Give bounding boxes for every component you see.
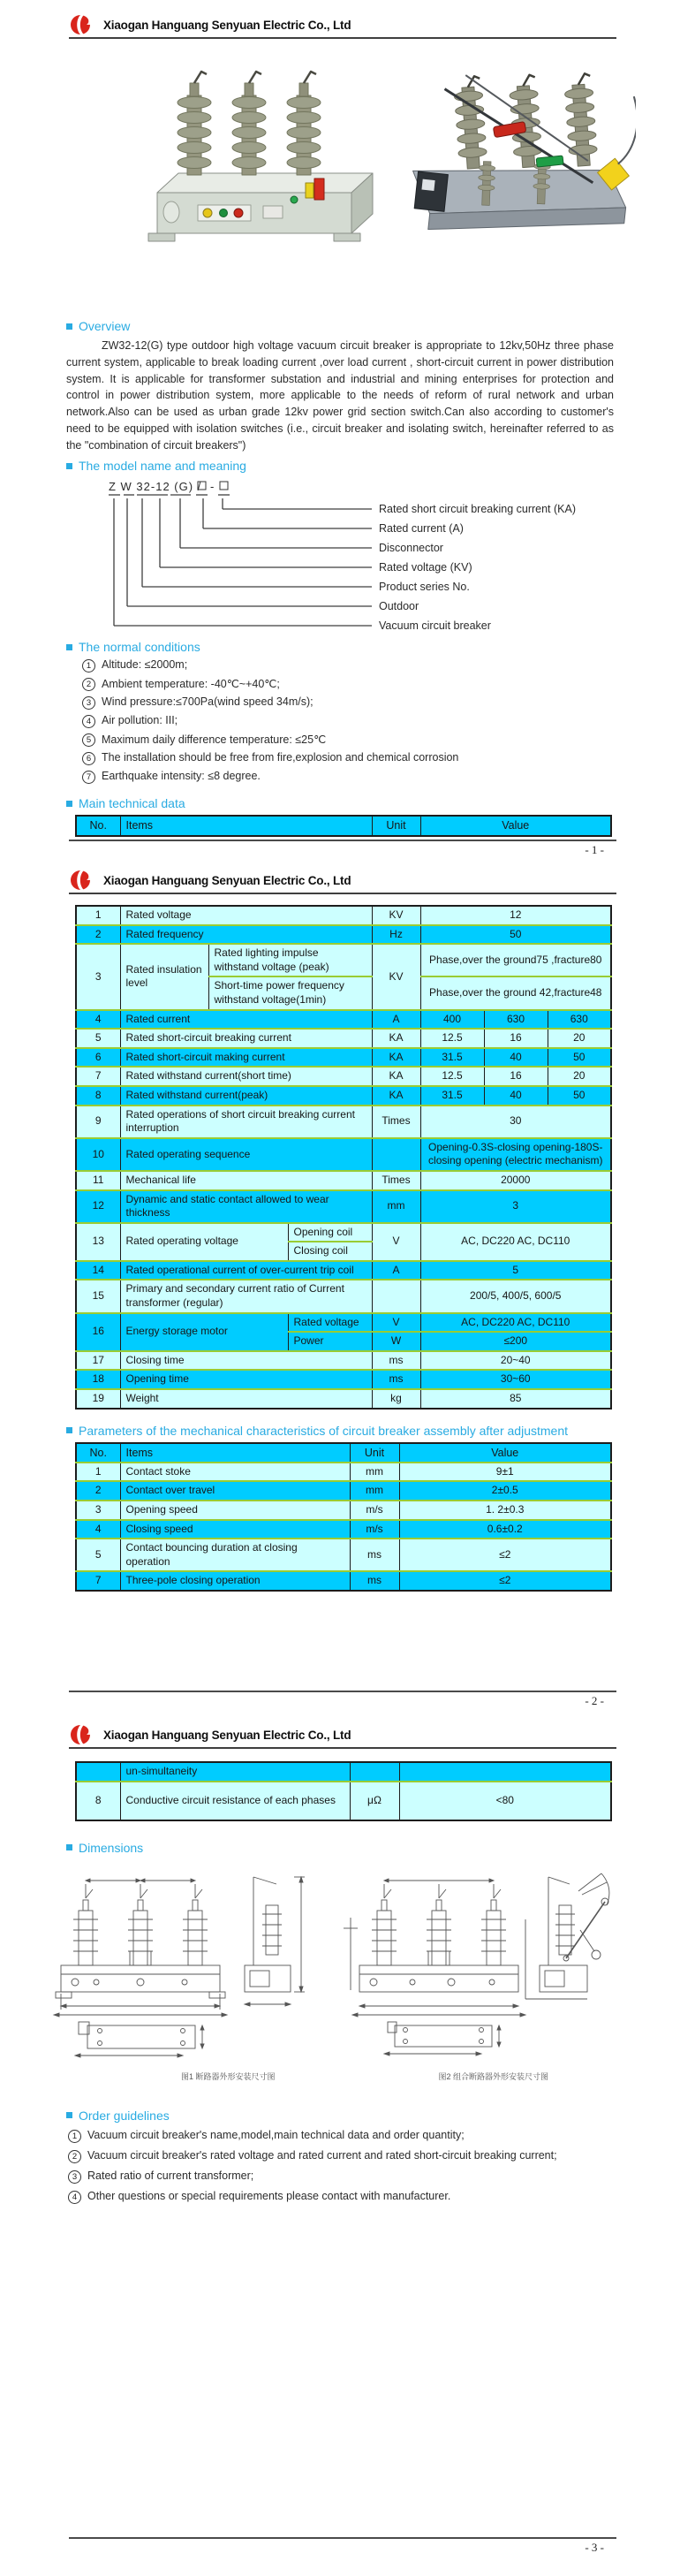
- cell-unit: Times: [372, 1106, 420, 1138]
- cell-value: 31.5: [420, 1086, 484, 1106]
- cell-subitem: Rated voltage: [288, 1313, 372, 1333]
- cell-no: 8: [76, 1086, 120, 1106]
- cell-unit: ms: [372, 1370, 420, 1389]
- col-header-items: Items: [120, 816, 372, 835]
- cell-item: Opening speed: [120, 1501, 350, 1520]
- order-item-text: Vacuum circuit breaker's rated voltage and rated current and rated short-circuit breaking current;: [87, 2148, 557, 2162]
- list-item: [68, 2129, 614, 2143]
- mech-heading: [66, 1424, 614, 1438]
- order-guidelines-list: [66, 2129, 614, 2204]
- table-header-row: [76, 1443, 611, 1463]
- section-mechanical-characteristics: [66, 1424, 614, 1592]
- cell-unit: [350, 1762, 399, 1782]
- normal-conditions-heading: [66, 640, 614, 654]
- cell-no: 7: [76, 1571, 120, 1591]
- product-photo-left: [148, 72, 373, 241]
- cell-unit: W: [372, 1332, 420, 1351]
- cell-unit: KA: [372, 1086, 420, 1106]
- circled-number: 7: [82, 771, 95, 784]
- cell-unit: KV: [372, 906, 420, 925]
- cell-value: 1. 2±0.3: [399, 1501, 611, 1520]
- page-footer: [69, 1691, 616, 1708]
- cell-item: Rated current: [120, 1010, 372, 1030]
- cell-item: Weight: [120, 1389, 372, 1409]
- list-item: [68, 2149, 614, 2163]
- main-data-table: [75, 905, 612, 1410]
- model-formula-text: Z W 32-12 (G) /: [109, 480, 202, 494]
- circled-number: 6: [82, 752, 95, 765]
- company-logo-icon: [69, 14, 95, 35]
- cell-subitem: Short-time power frequency withstand voltage(1min): [208, 976, 372, 1009]
- cell-value: 12: [420, 906, 611, 925]
- cell-item: Rated frequency: [120, 925, 372, 945]
- overview-title: Overview: [79, 319, 131, 333]
- table-row: [76, 1571, 611, 1591]
- cell-value: 200/5, 400/5, 600/5: [420, 1280, 611, 1312]
- dimension-drawings: [49, 1859, 680, 2082]
- list-item: [82, 714, 614, 728]
- model-formula-dash: -: [210, 480, 215, 494]
- mech-title: Parameters of the mechanical characteristics of circuit breaker assembly after adjustment: [79, 1423, 569, 1438]
- circled-number: 3: [68, 2170, 81, 2184]
- table-row: [76, 1539, 611, 1571]
- cell-item: Primary and secondary current ratio of Current transformer (regular): [120, 1280, 372, 1312]
- cell-item: Closing speed: [120, 1520, 350, 1539]
- table-row: [76, 1389, 611, 1409]
- cell-item: Rated short-circuit making current: [120, 1048, 372, 1068]
- cell-no: 5: [76, 1539, 120, 1571]
- cell-value: ≤2: [399, 1539, 611, 1571]
- cell-no: 4: [76, 1520, 120, 1539]
- order-item-text: Vacuum circuit breaker's name,model,main technical data and order quantity;: [87, 2128, 465, 2141]
- condition-text: Air pollution: III;: [102, 714, 178, 727]
- circled-number: 2: [82, 678, 95, 691]
- cell-subitem: Rated lighting impulse withstand voltage (peak): [208, 944, 372, 976]
- mech-table: [75, 1442, 612, 1592]
- cell-unit: [372, 1138, 420, 1171]
- page-3: [0, 1719, 680, 2576]
- table-row: [76, 1351, 611, 1371]
- table-row: [76, 1010, 611, 1030]
- cell-item: Rated operations of short circuit breaking current interruption: [120, 1106, 372, 1138]
- cell-value: 12.5: [420, 1029, 484, 1048]
- cell-value: 31.5: [420, 1048, 484, 1068]
- list-item: [82, 658, 614, 672]
- table-row: [76, 906, 611, 925]
- figure-2-caption: 图2 组合断路器外形安装尺寸图: [438, 2071, 549, 2081]
- cell-unit: Hz: [372, 925, 420, 945]
- section-bullet-icon: [66, 801, 72, 807]
- overview-body: ZW32-12(G) type outdoor high voltage vacuum circuit breaker is appropriate to 12kv,50Hz three phase current system, applicable to break loading current ,over load current , short-circuit current in power distribution system. It is applicable for transformer substation and industrial and mining enterprises for protection and control in power distribution system, more applicable to the needs of reform of rural network and urban network.Also can be used as urban grade 12kv power grid section switch.Can also according to customer's need to be equipped with isolation switches (i.e., circuit breaker and isolating switch, hereinafter referred to as the "combination of circuit breakers"): [66, 339, 614, 452]
- cell-no: 1: [76, 1463, 120, 1482]
- page-header: [69, 1719, 616, 1749]
- model-label: Disconnector: [379, 542, 443, 555]
- cell-unit: m/s: [350, 1520, 399, 1539]
- cell-unit: V: [372, 1223, 420, 1261]
- table-row: [76, 1086, 611, 1106]
- table-header-row: [76, 816, 611, 835]
- cell-value: AC, DC220 AC, DC110: [420, 1313, 611, 1333]
- cell-item: Energy storage motor: [120, 1313, 288, 1351]
- condition-text: Maximum daily difference temperature: ≤25℃: [102, 733, 327, 747]
- condition-text: The installation should be free from fire,explosion and chemical corrosion: [102, 751, 459, 764]
- cell-value: 40: [484, 1048, 548, 1068]
- cell-value: 16: [484, 1029, 548, 1048]
- cell-unit: μΩ: [350, 1782, 399, 1820]
- cell-unit: ms: [372, 1351, 420, 1371]
- table-row: [76, 1048, 611, 1068]
- condition-text: Ambient temperature: -40℃~+40℃;: [102, 678, 280, 691]
- section-bullet-icon: [66, 1427, 72, 1433]
- cell-item: Rated operating voltage: [120, 1223, 288, 1261]
- list-item: [82, 733, 614, 747]
- model-label: Rated voltage (KV): [379, 561, 472, 574]
- cell-item: Rated operational current of over-current trip coil: [120, 1261, 372, 1280]
- cell-unit: V: [372, 1313, 420, 1333]
- figure-captions: [49, 2071, 680, 2082]
- cell-item: Contact over travel: [120, 1481, 350, 1501]
- table-row: [76, 925, 611, 945]
- circled-number: 4: [82, 715, 95, 728]
- table-row: [76, 1106, 611, 1138]
- cell-no: 3: [76, 1501, 120, 1520]
- model-label: Outdoor: [379, 600, 419, 613]
- cell-no: 3: [76, 944, 120, 1009]
- company-logo-icon: [69, 1724, 95, 1745]
- col-header-items: Items: [120, 1443, 350, 1463]
- section-bullet-icon: [66, 2112, 72, 2118]
- model-designation-diagram: [79, 477, 648, 636]
- company-name: Xiaogan Hanguang Senyuan Electric Co., Ltd: [103, 18, 351, 32]
- list-item: [68, 2190, 614, 2204]
- cell-no: 18: [76, 1370, 120, 1389]
- condition-text: Wind pressure:≤700Pa(wind speed 34m/s);: [102, 695, 314, 709]
- outline-drawing-figure-1-and-2: [49, 1859, 614, 2064]
- table-row: [76, 1520, 611, 1539]
- cell-item: Opening time: [120, 1370, 372, 1389]
- page-header: [69, 864, 616, 894]
- cell-item: Three-pole closing operation: [120, 1571, 350, 1591]
- cell-unit: KA: [372, 1029, 420, 1048]
- cell-unit: [372, 1280, 420, 1312]
- normal-conditions-title: The normal conditions: [79, 640, 200, 655]
- table-row: [76, 1463, 611, 1482]
- cell-no: 5: [76, 1029, 120, 1048]
- cell-value: 20: [548, 1067, 611, 1086]
- cell-value: AC, DC220 AC, DC110: [420, 1223, 611, 1261]
- cell-unit: kg: [372, 1389, 420, 1409]
- cell-item: Conductive circuit resistance of each phases: [120, 1782, 350, 1820]
- cell-no: 16: [76, 1313, 120, 1351]
- table-row: [76, 1029, 611, 1048]
- cell-value: 630: [548, 1010, 611, 1030]
- cell-item: Mechanical life: [120, 1171, 372, 1190]
- table-row: [76, 1261, 611, 1280]
- page-number: - 2 -: [585, 1694, 604, 1707]
- table-row: [76, 944, 611, 976]
- cell-value: ≤2: [399, 1571, 611, 1591]
- section-model-meaning: [66, 459, 614, 636]
- cell-value: 9±1: [399, 1463, 611, 1482]
- cell-unit: ms: [350, 1571, 399, 1591]
- circled-number: 5: [82, 733, 95, 747]
- cell-value: 630: [484, 1010, 548, 1030]
- cell-no: 7: [76, 1067, 120, 1086]
- cell-unit: KA: [372, 1048, 420, 1068]
- cell-unit: mm: [372, 1190, 420, 1223]
- cell-no: 13: [76, 1223, 120, 1261]
- cell-value: Opening-0.3S-closing opening-180S-closing opening (electric mechanism): [420, 1138, 611, 1171]
- col-header-no: No.: [76, 1443, 120, 1463]
- list-item: [82, 751, 614, 765]
- circled-number: 1: [68, 2130, 81, 2143]
- cell-unit: mm: [350, 1481, 399, 1501]
- circled-number: 3: [82, 696, 95, 710]
- cell-item: Rated insulation level: [120, 944, 208, 1009]
- model-heading: [66, 459, 614, 473]
- cell-value: 30: [420, 1106, 611, 1138]
- table-row: [76, 1067, 611, 1086]
- cell-item: Contact stoke: [120, 1463, 350, 1482]
- condition-text: Earthquake intensity: ≤8 degree.: [102, 770, 261, 783]
- cell-no: 1: [76, 906, 120, 925]
- cell-unit: KV: [372, 944, 420, 1009]
- cell-value: 20000: [420, 1171, 611, 1190]
- order-guidelines-title: Order guidelines: [79, 2108, 170, 2123]
- section-overview: [66, 319, 614, 453]
- section-bullet-icon: [66, 644, 72, 650]
- cell-no: 8: [76, 1782, 120, 1820]
- page-footer: [69, 2537, 616, 2555]
- main-data-heading: [66, 796, 614, 810]
- cell-value: 20: [548, 1029, 611, 1048]
- model-label: Rated short circuit breaking current (KA): [379, 503, 577, 516]
- cell-no: 4: [76, 1010, 120, 1030]
- order-item-text: Other questions or special requirements please contact with manufacturer.: [87, 2189, 451, 2202]
- cell-value: 2±0.5: [399, 1481, 611, 1501]
- cell-unit: A: [372, 1010, 420, 1030]
- company-name: Xiaogan Hanguang Senyuan Electric Co., Ltd: [103, 1728, 351, 1742]
- cell-item: Dynamic and static contact allowed to wear thickness: [120, 1190, 372, 1223]
- circled-number: 2: [68, 2150, 81, 2163]
- order-guidelines-heading: [66, 2109, 614, 2123]
- dimensions-title: Dimensions: [79, 1840, 144, 1855]
- cell-unit: A: [372, 1261, 420, 1280]
- cell-no: [76, 1762, 120, 1782]
- table-row: [76, 1171, 611, 1190]
- cell-value: <80: [399, 1782, 611, 1820]
- cell-no: 17: [76, 1351, 120, 1371]
- table-row: [76, 1481, 611, 1501]
- cell-unit: Times: [372, 1171, 420, 1190]
- section-order-guidelines: [66, 2109, 614, 2204]
- cell-item: Rated operating sequence: [120, 1138, 372, 1171]
- figure-2-front-view: [344, 1873, 609, 2055]
- cell-value: [399, 1762, 611, 1782]
- cell-value: 50: [548, 1086, 611, 1106]
- table-row: [76, 1280, 611, 1312]
- col-header-value: Value: [399, 1443, 611, 1463]
- cell-subitem: Closing coil: [288, 1242, 372, 1261]
- cell-unit: ms: [350, 1539, 399, 1571]
- cell-value: 50: [420, 925, 611, 945]
- cell-item: Closing time: [120, 1351, 372, 1371]
- cell-no: 15: [76, 1280, 120, 1312]
- figure-2-side-view: [525, 1873, 609, 1999]
- cell-value: ≤200: [420, 1332, 611, 1351]
- section-main-technical-data: [66, 796, 614, 836]
- product-photo-illustration: [141, 44, 636, 295]
- cell-no: 2: [76, 1481, 120, 1501]
- circled-number: 4: [68, 2191, 81, 2204]
- section-normal-conditions: [66, 640, 614, 784]
- table-row: [76, 1370, 611, 1389]
- cell-unit: KA: [372, 1067, 420, 1086]
- figure-1-side-view: [245, 1877, 305, 2006]
- cell-value: 400: [420, 1010, 484, 1030]
- mech-table-continuation: [75, 1761, 612, 1821]
- figure-1-front-view: [54, 1877, 305, 2057]
- cell-item: un-simultaneity: [120, 1762, 350, 1782]
- list-item: [82, 677, 614, 691]
- cell-subitem: Opening coil: [288, 1223, 372, 1242]
- section-bullet-icon: [66, 323, 72, 330]
- figure-2-mounting-plate: [384, 2022, 501, 2055]
- mech-table-continuation-section: [66, 1761, 614, 1821]
- page-number: - 3 -: [585, 2541, 604, 2554]
- cell-value: Phase,over the ground75 ,fracture80: [420, 944, 611, 976]
- cell-item: Rated voltage: [120, 906, 372, 925]
- cell-value: 3: [420, 1190, 611, 1223]
- dimensions-heading: [66, 1841, 614, 1855]
- cell-value: 0.6±0.2: [399, 1520, 611, 1539]
- page-2: [0, 864, 680, 1719]
- page-header: [69, 0, 616, 39]
- page-number: - 1 -: [585, 843, 604, 856]
- section-dimensions: [66, 1841, 614, 1855]
- list-item: [82, 770, 614, 784]
- cell-value: 16: [484, 1067, 548, 1086]
- cell-item: Rated short-circuit breaking current: [120, 1029, 372, 1048]
- cell-unit: m/s: [350, 1501, 399, 1520]
- table-row: [76, 1190, 611, 1223]
- page-footer: [69, 840, 616, 857]
- col-header-no: No.: [76, 816, 120, 835]
- cell-value: 5: [420, 1261, 611, 1280]
- col-header-value: Value: [420, 816, 611, 835]
- company-name: Xiaogan Hanguang Senyuan Electric Co., Ltd: [103, 873, 351, 887]
- cell-no: 9: [76, 1106, 120, 1138]
- overview-heading: [66, 319, 614, 333]
- model-label: Rated current (A): [379, 522, 464, 536]
- cell-no: 12: [76, 1190, 120, 1223]
- cell-value: 30~60: [420, 1370, 611, 1389]
- cell-no: 2: [76, 925, 120, 945]
- col-header-unit: Unit: [372, 816, 420, 835]
- section-bullet-icon: [66, 463, 72, 469]
- table-row: [76, 1762, 611, 1782]
- cell-subitem: Power: [288, 1332, 372, 1351]
- main-technical-data-table-section: [66, 905, 614, 1410]
- cell-item: Rated withstand current(short time): [120, 1067, 372, 1086]
- table-row: [76, 1138, 611, 1171]
- condition-text: Altitude: ≤2000m;: [102, 658, 188, 672]
- product-photos: [141, 44, 680, 300]
- cell-no: 11: [76, 1171, 120, 1190]
- col-header-unit: Unit: [350, 1443, 399, 1463]
- cell-unit: mm: [350, 1463, 399, 1482]
- list-item: [68, 2169, 614, 2184]
- cell-value: 85: [420, 1389, 611, 1409]
- page-1: [0, 0, 680, 864]
- cell-value: 12.5: [420, 1067, 484, 1086]
- model-label: Vacuum circuit breaker: [379, 619, 491, 633]
- main-data-table-header: [75, 815, 612, 836]
- figure-1-mounting-plate: [75, 2022, 204, 2057]
- cell-value: Phase,over the ground 42,fracture48: [420, 976, 611, 1009]
- main-data-title: Main technical data: [79, 796, 185, 811]
- product-photo-right: [407, 56, 636, 250]
- table-row: [76, 1782, 611, 1820]
- cell-no: 6: [76, 1048, 120, 1068]
- model-label: Product series No.: [379, 581, 470, 594]
- table-row: [76, 1223, 611, 1242]
- company-logo-icon: [69, 870, 95, 891]
- section-bullet-icon: [66, 1844, 72, 1850]
- list-item: [82, 695, 614, 710]
- cell-no: 10: [76, 1138, 120, 1171]
- cell-item: Rated withstand current(peak): [120, 1086, 372, 1106]
- cell-value: 50: [548, 1048, 611, 1068]
- order-item-text: Rated ratio of current transformer;: [87, 2169, 254, 2182]
- normal-conditions-list: [66, 658, 614, 784]
- table-row: [76, 1313, 611, 1333]
- cell-item: Contact bouncing duration at closing operation: [120, 1539, 350, 1571]
- cell-value: 20~40: [420, 1351, 611, 1371]
- cell-value: 40: [484, 1086, 548, 1106]
- cell-no: 19: [76, 1389, 120, 1409]
- figure-1-caption: 图1 断路器外形安装尺寸图: [181, 2071, 276, 2081]
- cell-no: 14: [76, 1261, 120, 1280]
- table-row: [76, 1501, 611, 1520]
- model-title: The model name and meaning: [79, 459, 246, 474]
- circled-number: 1: [82, 659, 95, 672]
